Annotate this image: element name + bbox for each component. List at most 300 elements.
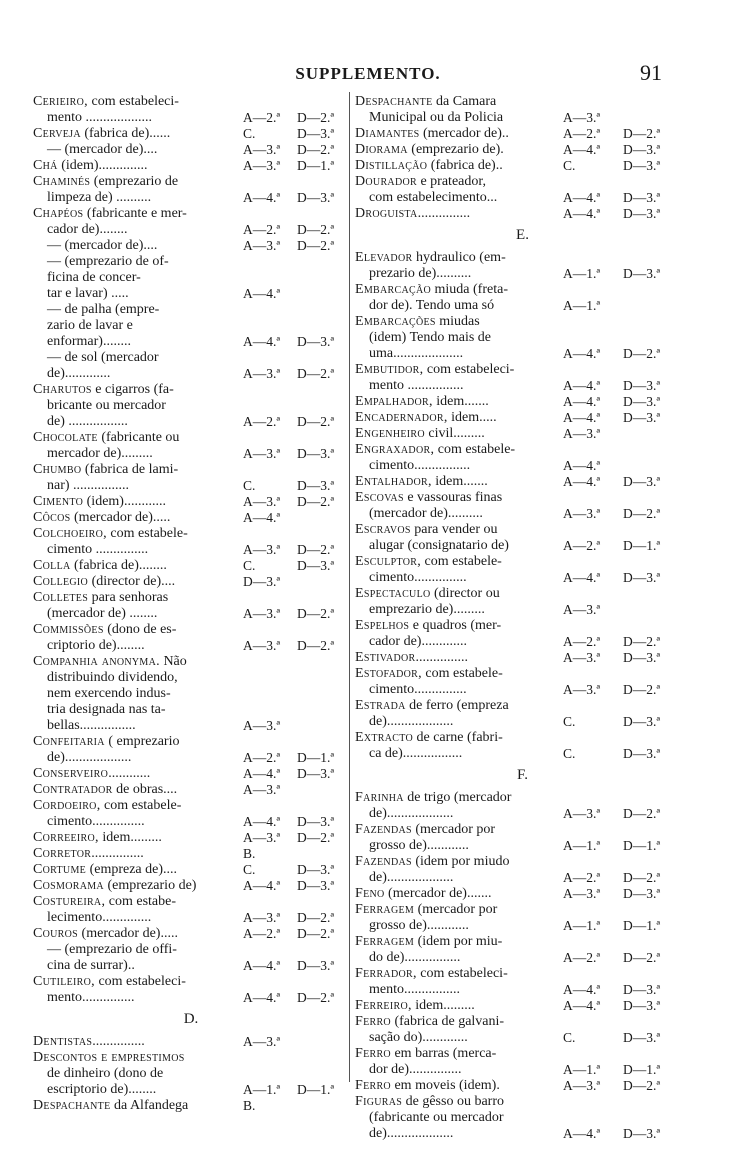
class-d-tax: D—3.ª [297, 862, 335, 877]
entry-row [33, 878, 349, 894]
entry-continuation: de)................... [369, 1126, 454, 1141]
entry-description: (director ou [430, 586, 500, 601]
class-d-tax: D—3.ª [297, 126, 335, 141]
entry-continuation: mento................ [369, 982, 460, 997]
entry-text [355, 474, 563, 490]
entry-text [355, 1046, 563, 1078]
entry-continuation: lecimento.............. [47, 910, 152, 925]
entry-row [355, 966, 690, 998]
entry-keyword: Cutileiro, [33, 974, 95, 989]
class-d-tax: D—2.ª [623, 806, 661, 821]
entry-heading [33, 382, 243, 398]
entry-description: ............... [417, 206, 471, 221]
entry-text [355, 1014, 563, 1046]
entry-keyword: Collegio [33, 574, 89, 589]
class-d-tax: D—3.ª [297, 814, 335, 829]
entry-keyword: Distillação [355, 158, 428, 173]
entry-row [33, 350, 349, 382]
class-d-tax: D—3.ª [623, 570, 661, 585]
class-d-tax: D—1.ª [623, 1062, 661, 1077]
entry-description: (mercador por [414, 902, 498, 917]
entry-text [33, 302, 243, 350]
entry-text [355, 998, 563, 1014]
entry-row [33, 206, 349, 238]
entry-keyword: Embarcações [355, 314, 436, 329]
class-d-tax: D—3.ª [623, 886, 661, 901]
entry-heading [355, 966, 563, 982]
class-d-tax: D—3.ª [623, 158, 661, 173]
class-d-tax: D—3.ª [297, 878, 335, 893]
class-a-tax: A—4.ª [243, 814, 281, 829]
entry-row [33, 142, 349, 158]
class-a-tax: A—4.ª [563, 206, 601, 221]
entry-text [33, 974, 243, 1006]
entry-heading [33, 254, 243, 270]
entry-heading [355, 206, 563, 222]
class-a-tax: A—4.ª [563, 394, 601, 409]
class-a-tax: C. [243, 126, 256, 141]
entry-description: idem....... [431, 474, 488, 489]
entry-keyword: Ferragem [355, 934, 415, 949]
entry-row [33, 494, 349, 510]
class-d-tax: D—3.ª [623, 474, 661, 489]
entry-heading [355, 174, 563, 190]
class-a-tax: A—1.ª [563, 1062, 601, 1077]
class-d-tax: D—2.ª [297, 990, 335, 1005]
entry-text [33, 942, 243, 974]
entry-heading [33, 830, 243, 846]
entry-heading [355, 934, 563, 950]
entry-continuation: cador de)........ [47, 222, 128, 237]
class-a-tax: A—3.ª [563, 506, 601, 521]
entry-description: de carne (fabri- [413, 730, 503, 745]
entry-text [355, 250, 563, 282]
entry-row [33, 590, 349, 622]
entry-description: com estabele- [100, 798, 182, 813]
entry-text [33, 174, 243, 206]
class-a-tax: A—3.ª [563, 650, 601, 665]
entry-heading [355, 886, 563, 902]
entry-description: hydraulico (em- [412, 250, 506, 265]
class-d-tax: D—1.ª [623, 918, 661, 933]
class-a-tax: A—3.ª [243, 830, 281, 845]
entry-description: com estabeleci- [87, 94, 179, 109]
entry-keyword: Embutidor, [355, 362, 424, 377]
entry-text [33, 350, 243, 382]
section-letter: F. [517, 767, 528, 783]
entry-text [33, 382, 243, 430]
entry-description: (mercador de)..... [78, 926, 178, 941]
entry-row [33, 798, 349, 830]
entry-keyword: Descontos e emprestimos [33, 1050, 185, 1065]
entry-row [33, 926, 349, 942]
entry-row [33, 574, 349, 590]
entry-keyword: Engenheiro [355, 426, 425, 441]
class-a-tax: A—4.ª [243, 510, 281, 525]
entry-text [355, 410, 563, 426]
class-a-tax: A—3.ª [243, 1034, 281, 1049]
entry-heading [33, 462, 243, 478]
entry-row [33, 974, 349, 1006]
entry-continuation: ficina de concer- [47, 270, 141, 285]
entry-continuation: de)................... [369, 870, 454, 885]
entry-description: e quadros (mer- [409, 618, 502, 633]
entry-heading [355, 490, 563, 506]
class-a-tax: A—3.ª [243, 494, 281, 509]
entry-text [33, 862, 243, 878]
entry-heading [355, 158, 563, 174]
entry-row [355, 886, 690, 902]
class-a-tax: B. [243, 846, 256, 861]
class-d-tax: D—3.ª [623, 266, 661, 281]
entry-description: Não [159, 654, 187, 669]
entry-keyword: Embarcação [355, 282, 432, 297]
class-a-tax: A—4.ª [243, 958, 281, 973]
entry-row [33, 734, 349, 766]
class-a-tax: A—4.ª [243, 766, 281, 781]
entry-text [355, 426, 563, 442]
entry-keyword: Companhia anonyma. [33, 654, 160, 669]
entry-description: (fabricante e mer- [83, 206, 187, 221]
entry-row [33, 558, 349, 574]
entry-heading [355, 790, 563, 806]
entry-description: — de sol (mercador [47, 350, 159, 365]
entry-description: miudas [435, 314, 480, 329]
entry-continuation: (idem) Tendo mais de [369, 330, 492, 345]
class-a-tax: C. [243, 862, 256, 877]
entry-keyword: Fazendas [355, 822, 412, 837]
entry-row [355, 934, 690, 966]
class-d-tax: D—2.ª [623, 950, 661, 965]
entry-text [355, 886, 563, 902]
entry-row [33, 254, 349, 302]
entry-row [355, 1078, 690, 1094]
entry-heading [355, 142, 563, 158]
entry-heading [33, 622, 243, 638]
class-d-tax: D—3.ª [623, 410, 661, 425]
entry-keyword: Figuras [355, 1094, 403, 1109]
class-d-tax: D—2.ª [297, 110, 335, 125]
entry-continuation: uma.................... [369, 346, 464, 361]
entry-description: idem..... [447, 410, 497, 425]
class-a-tax: A—3.ª [563, 682, 601, 697]
entry-text [355, 282, 563, 314]
class-d-tax: D—3.ª [297, 958, 335, 973]
entry-keyword: Diamantes [355, 126, 420, 141]
class-d-tax: D—3.ª [623, 746, 661, 761]
entry-description: com estabele- [421, 666, 503, 681]
entry-text [33, 254, 243, 302]
entry-continuation: cimento............... [369, 682, 467, 697]
entry-keyword: Elevador [355, 250, 413, 265]
entry-heading [33, 798, 243, 814]
entry-keyword: Despachante [355, 94, 433, 109]
entry-row [355, 586, 690, 618]
entry-heading [355, 586, 563, 602]
class-d-tax: D—3.ª [623, 142, 661, 157]
entry-text [355, 1078, 563, 1094]
entry-description: de trigo (mercador [403, 790, 512, 805]
entry-keyword: Cortume [33, 862, 87, 877]
entry-keyword: Ferreiro, [355, 998, 412, 1013]
entry-row [355, 822, 690, 854]
entry-description: — (mercador de).... [47, 142, 158, 157]
class-d-tax: D—2.ª [297, 542, 335, 557]
entry-row [33, 174, 349, 206]
class-a-tax: A—4.ª [563, 346, 601, 361]
entry-row [355, 362, 690, 394]
class-d-tax: D—2.ª [297, 910, 335, 925]
entry-row [355, 206, 690, 222]
entry-keyword: Despachante [33, 1098, 111, 1113]
class-d-tax: D—1.ª [297, 158, 335, 173]
entry-row [33, 782, 349, 798]
entry-text [355, 362, 563, 394]
entry-keyword: Colla [33, 558, 71, 573]
class-d-tax: D—3.ª [623, 998, 661, 1013]
entry-keyword: Fazendas [355, 854, 412, 869]
class-d-tax: D—3.ª [623, 650, 661, 665]
entry-row [33, 126, 349, 142]
entry-keyword: Estrada [355, 698, 406, 713]
entry-row [355, 158, 690, 174]
entry-continuation: emprezario de)......... [369, 602, 485, 617]
class-a-tax: A—3.ª [243, 158, 281, 173]
entry-continuation: enformar)........ [47, 334, 131, 349]
entry-keyword: Feno [355, 886, 385, 901]
entry-text [33, 622, 243, 654]
class-a-tax: A—3.ª [243, 782, 281, 797]
entry-row [33, 862, 349, 878]
entry-text [355, 94, 563, 126]
entry-heading [355, 522, 563, 538]
entry-row [355, 554, 690, 586]
class-d-tax: D—3.ª [623, 1030, 661, 1045]
entry-heading [33, 494, 243, 510]
entry-row [355, 618, 690, 650]
entry-heading [355, 126, 563, 142]
entry-description: miuda (freta- [431, 282, 508, 297]
entry-heading [33, 158, 243, 174]
entry-continuation: de dinheiro (dono de [47, 1066, 164, 1081]
entry-row [33, 1034, 349, 1050]
entry-description: (idem).............. [57, 158, 148, 173]
entry-continuation: com estabelecimento... [369, 190, 498, 205]
entry-continuation: mercador de)......... [47, 446, 153, 461]
entry-heading [355, 854, 563, 870]
entry-keyword: Entalhador, [355, 474, 432, 489]
entry-text [355, 618, 563, 650]
entry-row [33, 382, 349, 430]
class-d-tax: D—3.ª [297, 334, 335, 349]
entry-heading [355, 362, 563, 378]
class-a-tax: A—3.ª [563, 1078, 601, 1093]
class-a-tax: A—4.ª [243, 990, 281, 1005]
class-d-tax: D—3.ª [297, 446, 335, 461]
entry-continuation: sação do)............. [369, 1030, 468, 1045]
entry-row [33, 830, 349, 846]
class-d-tax: D—2.ª [297, 238, 335, 253]
entry-row [33, 766, 349, 782]
entry-text [355, 206, 563, 222]
entry-heading [355, 474, 563, 490]
entry-description: e vassouras finas [403, 490, 503, 505]
entry-keyword: Chaminés [33, 174, 91, 189]
class-a-tax: A—2.ª [243, 414, 281, 429]
class-d-tax: D—3.ª [623, 190, 661, 205]
entry-continuation: bricante ou mercador [47, 398, 166, 413]
entry-continuation: cimento............... [369, 570, 467, 585]
entry-heading [33, 142, 243, 158]
entry-description: (idem por miu- [414, 934, 503, 949]
entry-row [355, 666, 690, 698]
entry-continuation: de)................... [369, 806, 454, 821]
entry-continuation: de)................... [47, 750, 132, 765]
class-a-tax: A—4.ª [243, 286, 281, 301]
entry-heading [355, 282, 563, 298]
entry-continuation: (mercador de) ........ [47, 606, 158, 621]
class-a-tax: A—4.ª [563, 142, 601, 157]
entry-heading [33, 126, 243, 142]
class-a-tax: B. [243, 1098, 256, 1113]
entry-row [355, 442, 690, 474]
entry-text [355, 650, 563, 666]
entry-keyword: Couros [33, 926, 79, 941]
class-a-tax: C. [563, 1030, 576, 1045]
class-a-tax: A—4.ª [563, 190, 601, 205]
entry-text [33, 94, 243, 126]
entry-text [355, 522, 563, 554]
entry-keyword: Ferrador, [355, 966, 417, 981]
entry-row [355, 650, 690, 666]
entry-row [355, 790, 690, 822]
entry-text [33, 158, 243, 174]
entry-description: (dono de es- [103, 622, 177, 637]
entry-continuation: de) ................. [47, 414, 128, 429]
entry-heading [33, 206, 243, 222]
entry-heading [33, 1034, 243, 1050]
entry-heading [355, 650, 563, 666]
entry-heading [33, 174, 243, 190]
class-d-tax: D—2.ª [623, 346, 661, 361]
entry-row [33, 430, 349, 462]
entry-text [355, 790, 563, 822]
class-a-tax: A—3.ª [243, 446, 281, 461]
entry-keyword: Côcos [33, 510, 71, 525]
entry-heading [33, 734, 243, 750]
class-a-tax: A—4.ª [563, 378, 601, 393]
entry-row [355, 94, 690, 126]
entry-keyword: Ferro [355, 1046, 391, 1061]
entry-heading [355, 698, 563, 714]
entry-row [355, 394, 690, 410]
entry-description: (emprezario de). [407, 142, 504, 157]
entry-keyword: Espelhos [355, 618, 410, 633]
page-number: 91 [640, 60, 662, 85]
entry-row [33, 654, 349, 734]
entry-row [355, 410, 690, 426]
entry-description: para vender ou [410, 522, 498, 537]
entry-continuation: Municipal ou da Policia [369, 110, 504, 125]
class-d-tax: D—2.ª [297, 926, 335, 941]
entry-text [355, 822, 563, 854]
entry-heading [33, 238, 243, 254]
entry-heading [355, 730, 563, 746]
entry-heading [355, 1078, 563, 1094]
entry-text [355, 174, 563, 206]
entry-description: (fabricante ou [97, 430, 180, 445]
class-d-tax: D—3.ª [623, 394, 661, 409]
entry-text [33, 126, 243, 142]
class-a-tax: A—4.ª [243, 190, 281, 205]
entry-keyword: Diorama [355, 142, 408, 157]
entry-heading [355, 314, 563, 330]
entry-description: (fabrica de)........ [70, 558, 167, 573]
class-a-tax: A—3.ª [563, 426, 601, 441]
class-d-tax: D—2.ª [297, 494, 335, 509]
entry-row [355, 314, 690, 362]
entry-heading [355, 554, 563, 570]
entry-heading [355, 1094, 563, 1110]
entry-text [355, 314, 563, 362]
entry-text [355, 394, 563, 410]
entry-keyword: Extracto [355, 730, 413, 745]
entry-description: com estabele- [421, 554, 502, 569]
class-a-tax: A—1.ª [563, 838, 601, 853]
entry-description: (director de).... [88, 574, 176, 589]
entry-heading [355, 666, 563, 682]
entry-continuation: grosso de)............ [369, 918, 469, 933]
entry-row [33, 462, 349, 494]
entry-continuation: cador de)............. [369, 634, 467, 649]
entry-row [355, 490, 690, 522]
entry-keyword: Escovas [355, 490, 404, 505]
entry-description: — (mercador de).... [47, 238, 158, 253]
entry-continuation: de)................... [369, 714, 454, 729]
entry-text [355, 554, 563, 586]
entry-continuation: mento............... [47, 990, 135, 1005]
entry-text [355, 442, 563, 474]
entry-description: — de palha (empre- [47, 302, 160, 317]
class-d-tax: D—2.ª [623, 682, 661, 697]
entry-keyword: Confeitaria [33, 734, 105, 749]
class-a-tax: C. [563, 158, 576, 173]
entry-keyword: Chá [33, 158, 58, 173]
class-d-tax: D—2.ª [623, 506, 661, 521]
entry-continuation: bellas................ [47, 718, 136, 733]
class-a-tax: A—4.ª [243, 334, 281, 349]
page-title: SUPPLEMENTO. [295, 64, 441, 83]
entry-row [33, 158, 349, 174]
entry-continuation: cimento................ [369, 458, 471, 473]
entry-description: (emprezario de) [103, 878, 197, 893]
entry-text [33, 926, 243, 942]
class-d-tax: D—1.ª [623, 838, 661, 853]
entry-text [355, 586, 563, 618]
class-d-tax: D—2.ª [623, 634, 661, 649]
entry-continuation: tar e lavar) ..... [47, 286, 129, 301]
class-a-tax: D—3.ª [243, 574, 281, 589]
entry-description: com estabeleci- [416, 966, 508, 981]
class-a-tax: A—3.ª [243, 638, 281, 653]
entry-row [355, 1014, 690, 1046]
entry-text [355, 854, 563, 886]
entry-description: (mercador de).. [419, 126, 509, 141]
entry-keyword: Cerieiro, [33, 94, 88, 109]
entry-continuation: zario de lavar e [47, 318, 133, 333]
class-a-tax: A—4.ª [563, 570, 601, 585]
entry-row [33, 94, 349, 126]
